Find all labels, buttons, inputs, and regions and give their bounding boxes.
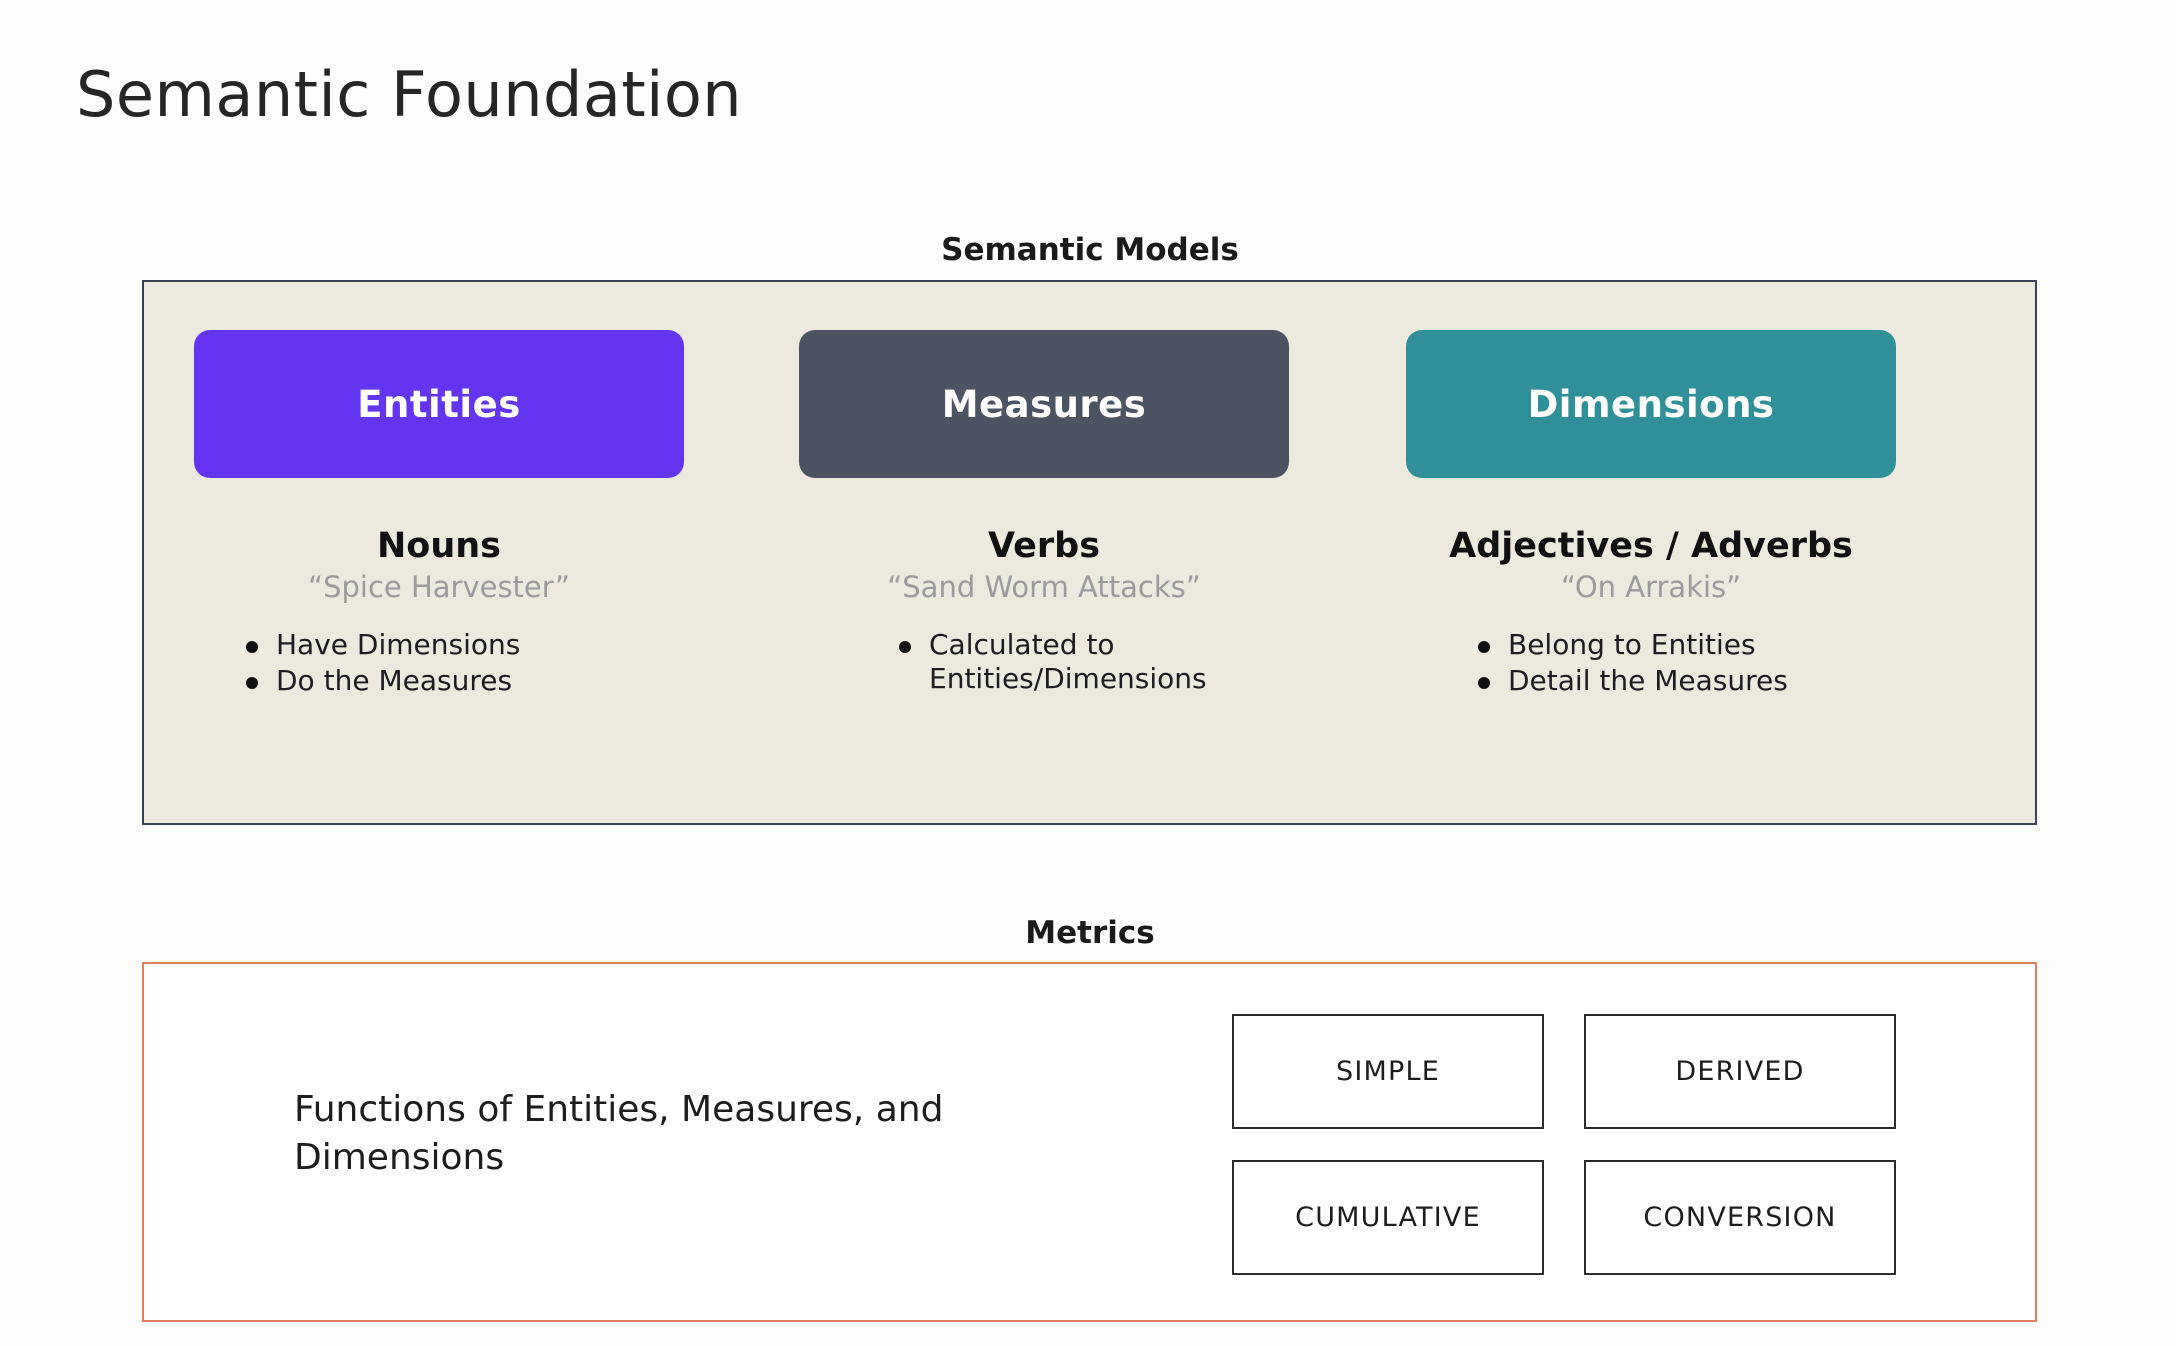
bullet-list-entities bbox=[204, 628, 684, 698]
list-item: Detail the Measures bbox=[1436, 664, 1896, 698]
list-item: Have Dimensions bbox=[204, 628, 684, 662]
semantic-models-panel bbox=[142, 280, 2037, 825]
part-of-speech-measures: Verbs bbox=[987, 526, 1101, 566]
metric-box-conversion: CONVERSION bbox=[1584, 1160, 1896, 1275]
example-measures: “Sand Worm Attacks” bbox=[887, 570, 1201, 604]
example-dimensions: “On Arrakis” bbox=[1560, 570, 1742, 604]
part-of-speech-dimensions: Adjectives / Adverbs bbox=[1449, 526, 1853, 566]
list-item bbox=[857, 628, 1289, 696]
list-item: Belong to Entities bbox=[1436, 628, 1896, 662]
metrics-panel bbox=[142, 962, 2037, 1322]
metrics-description: Functions of Entities, Measures, and Dimensions bbox=[294, 1089, 944, 1178]
chip-dimensions: Dimensions bbox=[1406, 330, 1896, 478]
part-of-speech-entities: Nouns bbox=[376, 526, 501, 566]
metric-box-cumulative: CUMULATIVE bbox=[1232, 1160, 1544, 1275]
example-entities: “Spice Harvester” bbox=[308, 570, 570, 604]
column-entities bbox=[194, 330, 684, 700]
page-title: Semantic Foundation bbox=[76, 58, 743, 131]
metrics-caption: Metrics bbox=[1025, 915, 1155, 951]
chip-entities: Entities bbox=[194, 330, 684, 478]
list-item-line-1: Calculated to bbox=[929, 628, 1115, 661]
metric-box-simple: SIMPLE bbox=[1232, 1014, 1544, 1129]
bullet-list-dimensions bbox=[1436, 628, 1896, 698]
bullet-list-measures bbox=[857, 628, 1289, 696]
list-item: Do the Measures bbox=[204, 664, 684, 698]
semantic-models-caption: Semantic Models bbox=[941, 232, 1239, 268]
chip-measures: Measures bbox=[799, 330, 1289, 478]
column-measures bbox=[799, 330, 1289, 698]
column-dimensions bbox=[1406, 330, 1896, 700]
list-item-line-2: Entities/Dimensions bbox=[929, 662, 1207, 696]
metric-box-derived: DERIVED bbox=[1584, 1014, 1896, 1129]
